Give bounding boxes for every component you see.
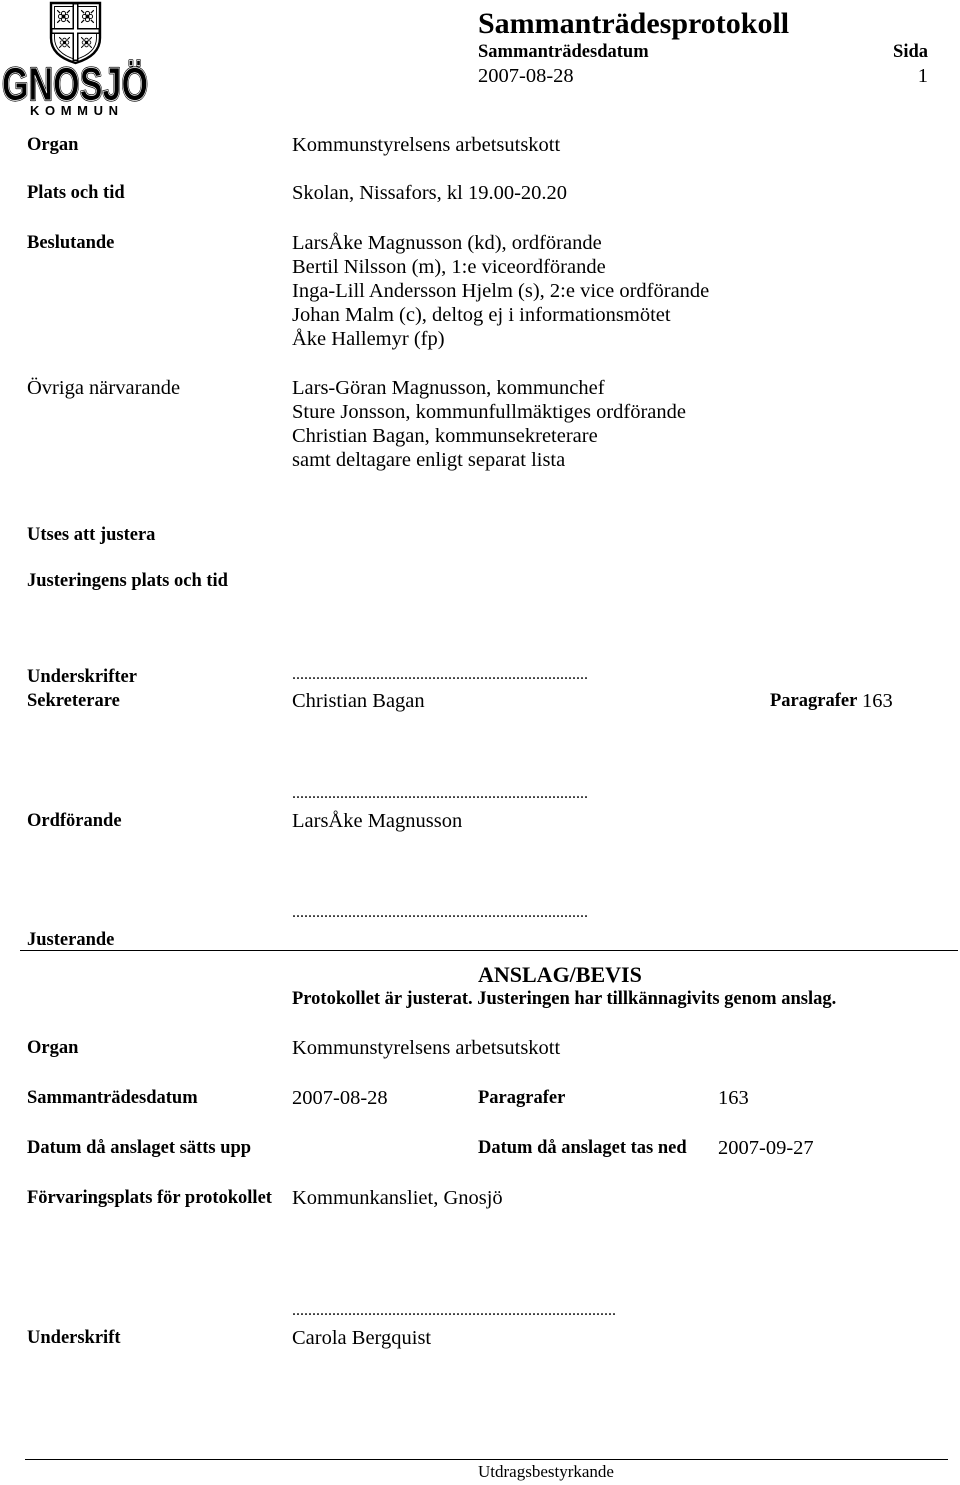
decision-maker: LarsÅke Magnusson (kd), ordförande — [292, 232, 602, 254]
shield-emblem-icon — [51, 3, 100, 63]
logo-name-inline: GNOSJÖ — [2, 58, 148, 110]
signatures-label: Underskrifter — [27, 667, 137, 687]
adjuster-signature-line: .......................................................................... — [292, 904, 588, 921]
notice-date-label: Sammanträdesdatum — [27, 1088, 198, 1108]
secretary-name: Christian Bagan — [292, 690, 425, 712]
paragraphs-value: 163 — [862, 690, 893, 712]
chair-signature-line: .......................................................................... — [292, 785, 588, 802]
organ-label: Organ — [27, 135, 79, 155]
place-time-value: Skolan, Nissafors, kl 19.00-20.20 — [292, 182, 568, 204]
decision-maker: Inga-Lill Andersson Hjelm (s), 2:e vice ordförande — [292, 280, 710, 302]
section-divider — [20, 950, 958, 951]
other-attendee: Lars-Göran Magnusson, kommunchef — [292, 377, 605, 399]
decision-maker: Bertil Nilsson (m), 1:e viceordförande — [292, 256, 606, 278]
meeting-date: 2007-08-28 — [478, 65, 574, 87]
adjusters-label: Utses att justera — [27, 525, 156, 545]
paragraphs-label: Paragrafer — [770, 691, 858, 711]
place-time-label: Plats och tid — [27, 183, 125, 203]
notice-organ-label: Organ — [27, 1038, 79, 1058]
removed-date-label: Datum då anslaget tas ned — [478, 1138, 687, 1158]
adjustment-place-label: Justeringens plats och tid — [27, 571, 228, 591]
signature-label: Underskrift — [27, 1328, 121, 1348]
other-attendees-label: Övriga närvarande — [27, 377, 181, 399]
other-attendee: Christian Bagan, kommunsekreterare — [292, 425, 598, 447]
document-title: Sammanträdesprotokoll — [478, 7, 790, 40]
organ-value: Kommunstyrelsens arbetsutskott — [292, 134, 561, 156]
chair-label: Ordförande — [27, 811, 122, 831]
notice-paragraphs-value: 163 — [718, 1087, 749, 1109]
page-number: 1 — [917, 65, 928, 87]
rose-icon — [81, 37, 91, 47]
logo-name: GNOSJÖ — [2, 58, 148, 110]
rose-icon — [82, 11, 94, 23]
meeting-date-label: Sammanträdesdatum — [478, 42, 649, 62]
other-attendee: Sture Jonsson, kommunfullmäktiges ordförande — [292, 401, 687, 423]
page-label: Sida — [893, 42, 928, 62]
chair-name: LarsÅke Magnusson — [292, 810, 463, 832]
other-attendee: samt deltagare enligt separat lista — [292, 449, 566, 471]
logo-subtitle: KOMMUN — [30, 103, 118, 118]
gnosjo-kommun-logo — [0, 0, 150, 118]
removed-date-value: 2007-09-27 — [718, 1137, 814, 1159]
rose-icon — [58, 11, 70, 23]
notice-heading: ANSLAG/BEVIS — [478, 962, 642, 987]
secretary-label: Sekreterare — [27, 691, 120, 711]
signer-name: Carola Bergquist — [292, 1327, 432, 1349]
notice-paragraphs-label: Paragrafer — [478, 1088, 566, 1108]
adjuster-label: Justerande — [27, 930, 115, 950]
notice-organ-value: Kommunstyrelsens arbetsutskott — [292, 1037, 561, 1059]
decision-maker: Åke Hallemyr (fp) — [292, 328, 445, 350]
rose-icon — [59, 37, 69, 47]
signature-line: ................................................................................. — [292, 1302, 616, 1319]
secretary-signature-line: .......................................................................... — [292, 666, 588, 683]
storage-value: Kommunkansliet, Gnosjö — [292, 1187, 503, 1209]
notice-date-value: 2007-08-28 — [292, 1087, 388, 1109]
storage-label: Förvaringsplats för protokollet — [27, 1188, 272, 1208]
notice-statement: Protokollet är justerat. Justeringen har tillkännagivits genom anslag. — [292, 989, 837, 1009]
footer-divider — [25, 1459, 948, 1460]
decision-maker: Johan Malm (c), deltog ej i informationsmötet — [292, 304, 671, 326]
posted-date-label: Datum då anslaget sätts upp — [27, 1138, 252, 1158]
decision-makers-label: Beslutande — [27, 233, 115, 253]
certification-label: Utdragsbestyrkande — [478, 1462, 614, 1481]
